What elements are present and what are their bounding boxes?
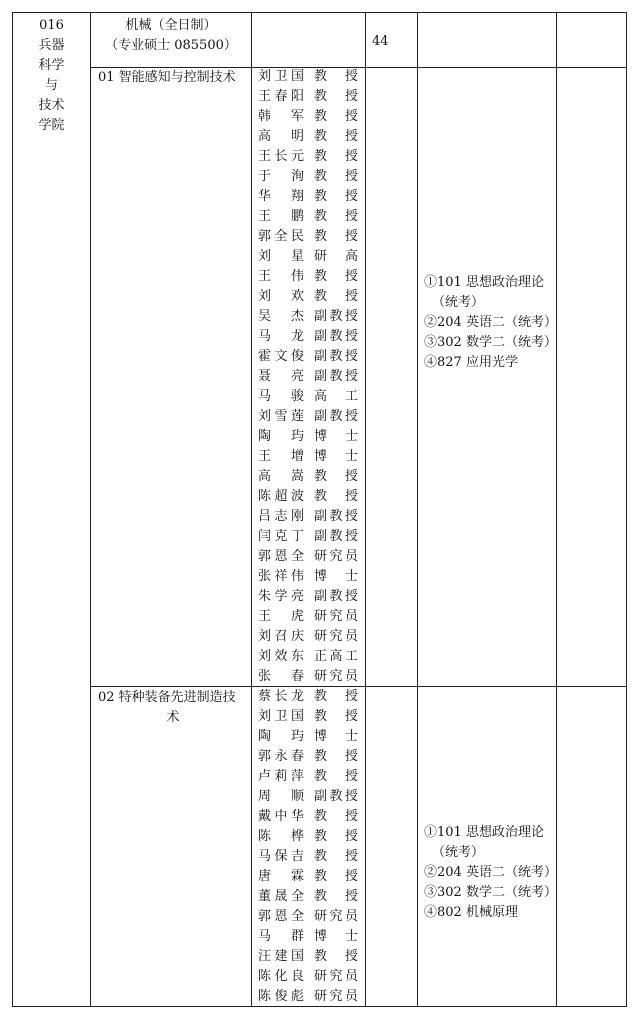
supervisor-title: 教 授 [314, 689, 358, 704]
supervisor-row [258, 607, 358, 627]
supervisor-title: 教 授 [314, 169, 358, 184]
supervisor-title: 教 授 [314, 109, 358, 124]
grid-line [626, 12, 627, 1007]
supervisor-title: 教 授 [314, 149, 358, 164]
supervisor-row [258, 187, 358, 207]
supervisor-title: 正高工 [314, 649, 358, 664]
supervisor-row [258, 147, 358, 167]
exam-item: ①101 思想政治理论 [424, 275, 544, 290]
supervisor-title: 副教授 [314, 309, 358, 324]
supervisor-name: 郭恩全 [258, 909, 304, 924]
supervisor-title: 博 士 [314, 449, 358, 464]
supervisor-row [258, 827, 358, 847]
college-code: 016 [39, 18, 64, 33]
supervisor-name: 周 顺 [258, 789, 304, 804]
supervisor-title: 教 授 [314, 709, 358, 724]
supervisor-title: 教 授 [314, 849, 358, 864]
supervisor-title: 研究员 [314, 549, 358, 564]
supervisor-title: 教 授 [314, 889, 358, 904]
supervisor-name: 陈俊彪 [258, 989, 304, 1004]
college-name-line: 兵器 [38, 38, 65, 53]
supervisor-name: 郭恩全 [258, 549, 304, 564]
supervisor-row [258, 87, 358, 107]
grid-line [251, 12, 252, 1007]
supervisor-row [258, 767, 358, 787]
supervisor-name: 郭全民 [258, 229, 304, 244]
grid-line [90, 12, 91, 1007]
major-cell [91, 16, 251, 56]
supervisor-name: 刘 星 [258, 249, 304, 264]
supervisor-name: 闫克丁 [258, 529, 304, 544]
exam-item: （统考） [432, 845, 485, 860]
supervisor-row [258, 667, 358, 687]
supervisor-name: 陈化良 [258, 969, 304, 984]
supervisor-name: 陶 玙 [258, 429, 304, 444]
supervisor-name: 朱学亮 [258, 589, 304, 604]
supervisor-row [258, 427, 358, 447]
supervisor-name: 吴 杰 [258, 309, 304, 324]
supervisor-row [258, 527, 358, 547]
supervisor-title: 博 士 [314, 569, 358, 584]
grid-line [365, 12, 366, 1007]
supervisor-row [258, 447, 358, 467]
exam-item: ③302 数学二（统考） [424, 885, 557, 900]
supervisor-name: 汪建国 [258, 949, 304, 964]
college-cell [13, 16, 90, 136]
college-name-line: 与 [44, 78, 58, 93]
supervisor-row [258, 787, 358, 807]
supervisor-title: 副教授 [314, 509, 358, 524]
supervisor-row [258, 587, 358, 607]
exam-subjects [424, 823, 557, 923]
exam-subjects [424, 273, 557, 373]
supervisor-name: 王 增 [258, 449, 304, 464]
supervisor-name: 刘卫国 [258, 709, 304, 724]
supervisor-name: 华 翔 [258, 189, 304, 204]
grid-line [12, 12, 627, 13]
supervisor-title: 教 授 [314, 469, 358, 484]
supervisor-title: 研究员 [314, 669, 358, 684]
supervisor-title: 研究员 [314, 989, 358, 1004]
supervisor-name: 郭永春 [258, 749, 304, 764]
supervisor-name: 张 春 [258, 669, 304, 684]
supervisor-row [258, 707, 358, 727]
supervisor-title: 教 授 [314, 869, 358, 884]
supervisor-title: 教 授 [314, 489, 358, 504]
supervisor-name: 马 群 [258, 929, 304, 944]
grid-line [417, 12, 418, 1007]
supervisor-name: 韩 军 [258, 109, 304, 124]
supervisor-title: 副教授 [314, 529, 358, 544]
supervisor-row [258, 927, 358, 947]
supervisor-row [258, 747, 358, 767]
supervisor-name: 董晟全 [258, 889, 304, 904]
supervisor-row [258, 467, 358, 487]
supervisor-row [258, 287, 358, 307]
supervisor-title: 教 授 [314, 829, 358, 844]
supervisor-title: 研 高 [314, 249, 358, 264]
supervisor-title: 教 授 [314, 189, 358, 204]
direction-title-line: 02 特种装备先进制造技 [98, 690, 236, 705]
exam-item: ④802 机械原理 [424, 905, 518, 920]
supervisor-row [258, 867, 358, 887]
supervisor-title: 教 授 [314, 229, 358, 244]
direction-title-line: 术 [166, 710, 180, 725]
supervisor-row [258, 387, 358, 407]
supervisor-name: 高 明 [258, 129, 304, 144]
supervisor-name: 刘 欢 [258, 289, 304, 304]
supervisor-row [258, 127, 358, 147]
exam-item: （统考） [432, 295, 485, 310]
supervisor-title: 高 工 [314, 389, 358, 404]
supervisor-row [258, 507, 358, 527]
direction-title [98, 68, 248, 88]
supervisor-title: 副教授 [314, 589, 358, 604]
supervisor-name: 陈超波 [258, 489, 304, 504]
grid-line [12, 12, 13, 1007]
supervisor-name: 刘卫国 [258, 69, 304, 84]
supervisor-title: 教 授 [314, 129, 358, 144]
college-name-line: 科学 [38, 58, 65, 73]
supervisor-name: 刘效东 [258, 649, 304, 664]
supervisor-title: 教 授 [314, 89, 358, 104]
supervisor-row [258, 67, 358, 87]
supervisor-title: 研究员 [314, 609, 358, 624]
supervisor-row [258, 647, 358, 667]
supervisor-title: 副教授 [314, 789, 358, 804]
supervisor-title: 教 授 [314, 949, 358, 964]
major-name: 机械（全日制） [125, 18, 217, 33]
quota-cell [372, 32, 389, 52]
supervisor-name: 王春阳 [258, 89, 304, 104]
supervisor-name: 刘雪莲 [258, 409, 304, 424]
supervisor-name: 高 嵩 [258, 469, 304, 484]
exam-item: ①101 思想政治理论 [424, 825, 544, 840]
exam-item: ②204 英语二（统考） [424, 315, 557, 330]
supervisor-name: 王 鹏 [258, 209, 304, 224]
direction-title [98, 688, 248, 728]
supervisor-name: 陈 桦 [258, 829, 304, 844]
exam-item: ④827 应用光学 [424, 355, 518, 370]
supervisor-title: 副教授 [314, 409, 358, 424]
supervisor-name: 刘召庆 [258, 629, 304, 644]
supervisor-name: 于 洵 [258, 169, 304, 184]
supervisor-name: 王长元 [258, 149, 304, 164]
supervisor-row [258, 627, 358, 647]
supervisor-row [258, 167, 358, 187]
exam-item: ②204 英语二（统考） [424, 865, 557, 880]
supervisor-title: 教 授 [314, 749, 358, 764]
supervisor-name: 马保吉 [258, 849, 304, 864]
supervisor-row [258, 247, 358, 267]
supervisor-name: 马 骏 [258, 389, 304, 404]
supervisor-row [258, 547, 358, 567]
exam-item: ③302 数学二（统考） [424, 335, 557, 350]
supervisor-row [258, 727, 358, 747]
direction-title-line: 01 智能感知与控制技术 [98, 70, 236, 85]
supervisor-row [258, 907, 358, 927]
supervisor-name: 王 虎 [258, 609, 304, 624]
supervisor-name: 王 伟 [258, 269, 304, 284]
supervisor-row [258, 847, 358, 867]
supervisor-title: 博 士 [314, 729, 358, 744]
supervisor-row [258, 687, 358, 707]
supervisor-row [258, 227, 358, 247]
supervisor-name: 蔡长龙 [258, 689, 304, 704]
supervisor-name: 张祥伟 [258, 569, 304, 584]
supervisor-title: 教 授 [314, 289, 358, 304]
supervisor-row [258, 947, 358, 967]
supervisor-row [258, 987, 358, 1007]
supervisor-title: 教 授 [314, 809, 358, 824]
supervisor-name: 戴中华 [258, 809, 304, 824]
supervisor-title: 研究员 [314, 629, 358, 644]
supervisor-title: 教 授 [314, 769, 358, 784]
supervisor-row [258, 327, 358, 347]
supervisor-title: 副教授 [314, 349, 358, 364]
major-code: （专业硕士 085500） [105, 38, 237, 53]
supervisor-title: 教 授 [314, 69, 358, 84]
enrollment-quota: 44 [372, 34, 389, 49]
supervisor-name: 霍文俊 [258, 349, 304, 364]
supervisor-row [258, 567, 358, 587]
college-name-line: 学院 [38, 118, 65, 133]
supervisor-name: 陶 玙 [258, 729, 304, 744]
supervisor-title: 教 授 [314, 209, 358, 224]
supervisor-name: 马 龙 [258, 329, 304, 344]
supervisor-row [258, 267, 358, 287]
supervisor-title: 研究员 [314, 909, 358, 924]
supervisor-row [258, 107, 358, 127]
supervisor-row [258, 307, 358, 327]
supervisor-title: 博 士 [314, 429, 358, 444]
supervisor-name: 卢莉萍 [258, 769, 304, 784]
college-name-line: 技术 [38, 98, 65, 113]
supervisor-title: 教 授 [314, 269, 358, 284]
supervisor-row [258, 207, 358, 227]
grid-line [90, 686, 627, 687]
supervisor-title: 副教授 [314, 369, 358, 384]
supervisor-row [258, 347, 358, 367]
supervisor-row [258, 807, 358, 827]
supervisor-title: 研究员 [314, 969, 358, 984]
supervisor-name: 吕志刚 [258, 509, 304, 524]
supervisor-name: 聂 亮 [258, 369, 304, 384]
supervisor-row [258, 367, 358, 387]
supervisor-row [258, 487, 358, 507]
supervisor-row [258, 407, 358, 427]
supervisor-title: 副教授 [314, 329, 358, 344]
supervisor-name: 唐 霖 [258, 869, 304, 884]
supervisor-row [258, 967, 358, 987]
supervisor-title: 博 士 [314, 929, 358, 944]
supervisor-row [258, 887, 358, 907]
